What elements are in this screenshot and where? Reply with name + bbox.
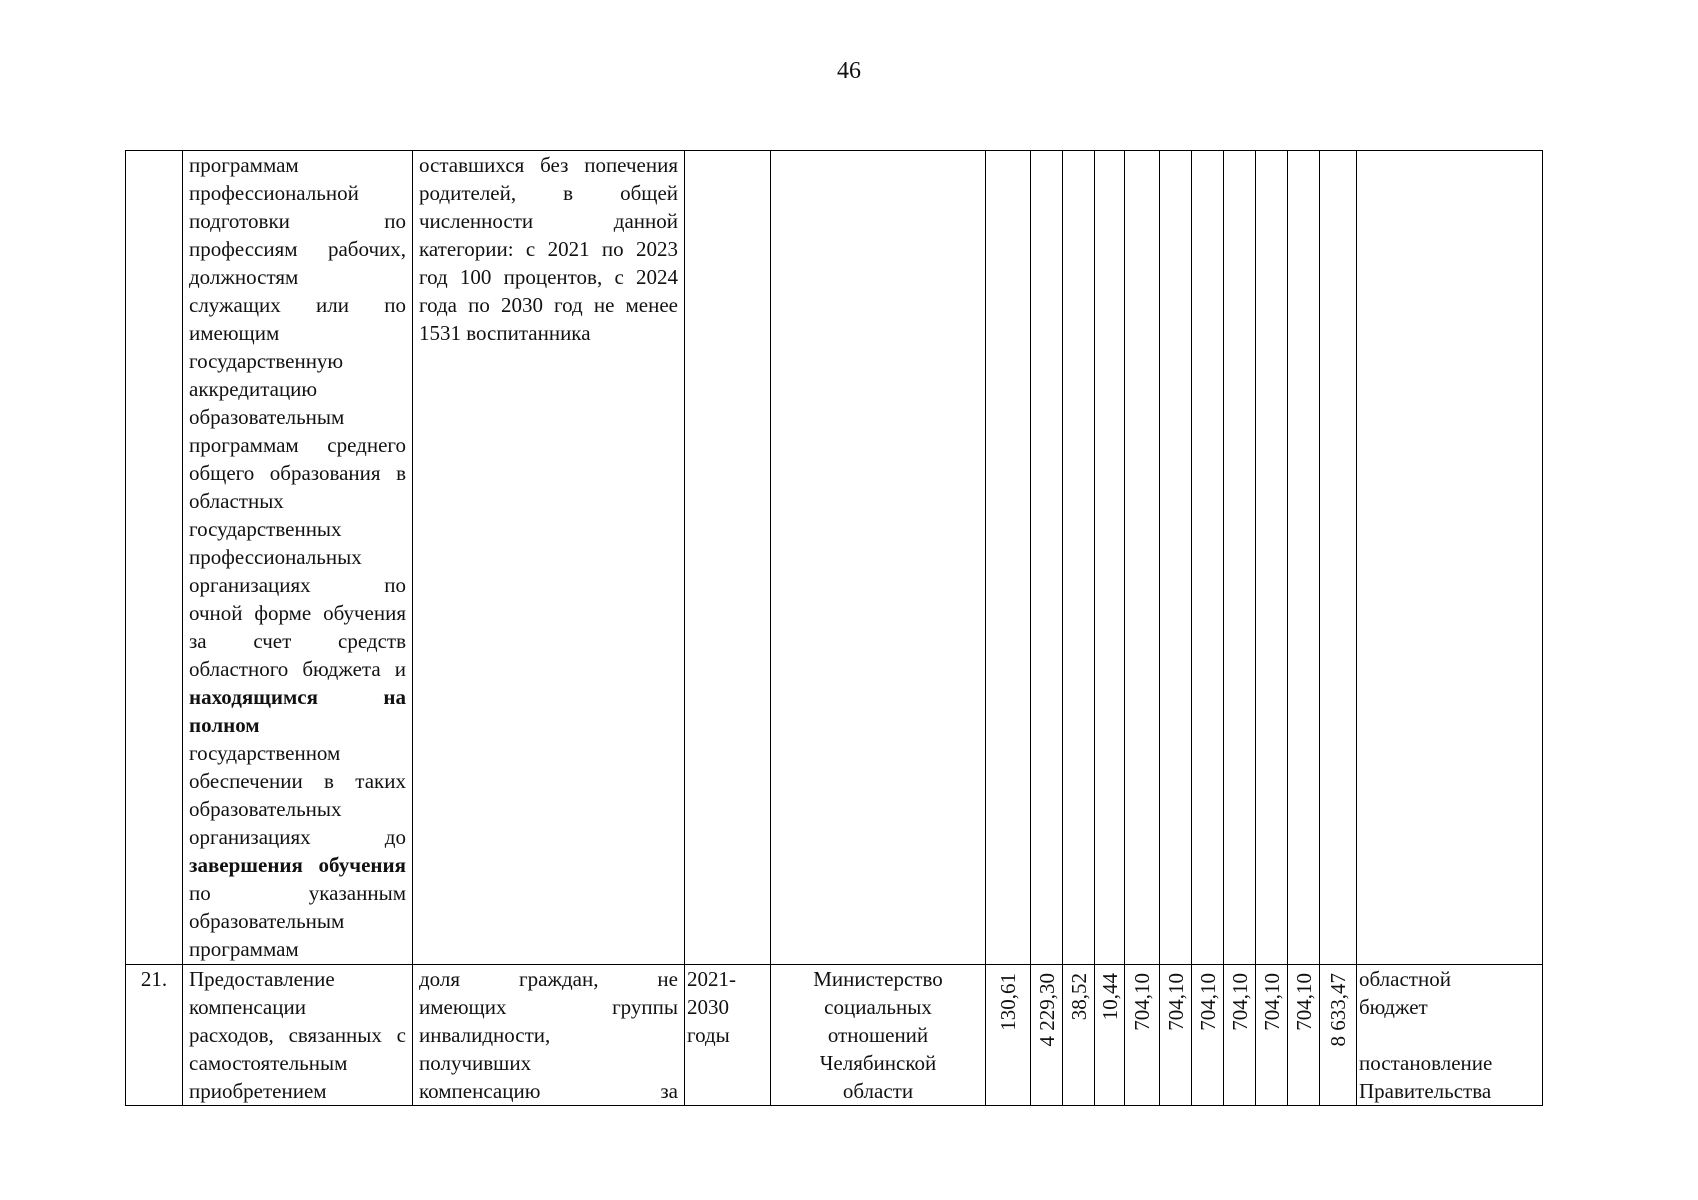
measure-line: имеющим [189, 321, 280, 345]
period-line: 2021- [687, 967, 736, 991]
funding-source-line: бюджет [1359, 995, 1428, 1019]
indicator-line: родителей, в общей [419, 181, 678, 205]
indicator-line: доля граждан, не [419, 967, 678, 991]
indicator-cell [413, 151, 685, 965]
measure-line: расходов, связанных с [189, 1023, 406, 1047]
amount-value: 8 633,47 [1326, 973, 1350, 1047]
measure-line: по указанным [189, 881, 406, 905]
period-cell [685, 965, 771, 1106]
amount-cell [1031, 965, 1063, 1106]
amount-cell [1031, 151, 1063, 965]
measure-line: Предоставление [189, 967, 335, 991]
amount-cell [1288, 151, 1320, 965]
row-number-cell: 21. [126, 965, 183, 1106]
amount-cell [1224, 151, 1256, 965]
amount-value: 130,61 [996, 973, 1020, 1031]
executor-cell [771, 965, 986, 1106]
measure-line: должностям [189, 265, 299, 289]
measure-line: областных [189, 489, 284, 513]
period-cell [685, 151, 771, 965]
measure-line: подготовки по [189, 209, 406, 233]
executor-line: отношений [827, 1023, 929, 1047]
table-row [126, 965, 1543, 1106]
measure-name-cell [183, 965, 413, 1106]
amount-cell [986, 965, 1031, 1106]
measure-line: самостоятельным [189, 1051, 348, 1075]
amount-cell [1095, 151, 1125, 965]
amount-cell [986, 151, 1031, 965]
measure-line: образовательным [189, 405, 345, 429]
measure-line: аккредитацию [189, 377, 318, 401]
amount-value: 704,10 [1291, 973, 1316, 1031]
executor-line: Челябинской [819, 1051, 937, 1075]
measure-line: полном [189, 713, 260, 737]
measure-line: находящимся на [189, 685, 406, 709]
amount-value: 704,10 [1195, 973, 1220, 1031]
funding-source-cell [1357, 965, 1543, 1106]
amount-value: 704,10 [1130, 973, 1154, 1031]
measure-line: приобретением [189, 1079, 327, 1103]
measure-line: профессиональных [189, 545, 362, 569]
indicator-line: год 100 процентов, с 2024 [419, 265, 678, 289]
measure-line: организациях по [189, 573, 406, 597]
measure-line: образовательных [189, 797, 342, 821]
funding-source-line: областной [1359, 967, 1451, 991]
measure-name-cell [183, 151, 413, 965]
measure-line: завершения обучения [189, 853, 406, 877]
funding-source-line: Правительства [1359, 1079, 1492, 1103]
amount-cell [1063, 965, 1095, 1106]
indicator-line: численности данной [419, 209, 678, 233]
indicator-line: компенсацию за [419, 1079, 678, 1103]
funding-source-cell [1357, 151, 1543, 965]
amount-cell [1125, 965, 1160, 1106]
row-number-cell [126, 151, 183, 965]
measure-line: компенсации [189, 995, 306, 1019]
indicator-cell [413, 965, 685, 1106]
amount-cell [1063, 151, 1095, 965]
amount-cell [1160, 151, 1192, 965]
measure-line: программам среднего [189, 433, 406, 457]
measure-line: служащих или по [189, 293, 406, 317]
measure-line: общего образования в [189, 461, 406, 485]
measure-line: организациях до [189, 825, 406, 849]
measure-line: программам [189, 937, 299, 961]
measure-line: обеспечении в таких [189, 769, 406, 793]
line-spacer [1359, 1021, 1540, 1049]
amount-cell [1224, 965, 1256, 1106]
amount-value: 704,10 [1227, 973, 1252, 1031]
amount-cell [1125, 151, 1160, 965]
measure-line: очной форме обучения [189, 601, 406, 625]
amount-cell [1095, 965, 1125, 1106]
amount-value: 4 229,30 [1034, 973, 1059, 1047]
amount-value: 704,10 [1163, 973, 1188, 1031]
measure-line: за счет средств [189, 629, 406, 653]
measure-line: профессиональной [189, 181, 359, 205]
measure-line: государственном [189, 741, 341, 765]
page-number: 46 [837, 58, 861, 84]
indicator-line: категории: с 2021 по 2023 [419, 237, 678, 261]
amount-value: 38,52 [1066, 973, 1091, 1021]
executor-cell [771, 151, 986, 965]
amount-cell [1320, 965, 1357, 1106]
indicator-line: инвалидности, [419, 1023, 551, 1047]
funding-source-line: постановление [1359, 1051, 1493, 1075]
measure-line: программам [189, 153, 299, 177]
measure-line: образовательным [189, 909, 345, 933]
indicator-line: оставшихся без попечения [419, 153, 678, 177]
indicator-line: 1531 воспитанника [419, 321, 591, 345]
measure-line: профессиям рабочих, [189, 237, 406, 261]
amount-cell [1256, 151, 1288, 965]
table-row [126, 151, 1543, 965]
amount-value: 704,10 [1259, 973, 1284, 1031]
amount-cell [1192, 965, 1224, 1106]
executor-line: Министерство [813, 967, 943, 991]
period-line: 2030 [687, 995, 729, 1019]
amount-value: 10,44 [1097, 973, 1122, 1021]
executor-line: области [842, 1079, 914, 1103]
indicator-line: года по 2030 год не менее [419, 293, 678, 317]
program-table [125, 150, 1543, 1106]
amount-cell [1256, 965, 1288, 1106]
measure-line: областного бюджета и [189, 657, 406, 681]
amount-cell [1192, 151, 1224, 965]
measure-line: государственных [189, 517, 342, 541]
executor-line: социальных [824, 995, 932, 1019]
amount-cell [1160, 965, 1192, 1106]
amount-cell [1320, 151, 1357, 965]
indicator-line: имеющих группы [419, 995, 678, 1019]
amount-cell [1288, 965, 1320, 1106]
measure-line: государственную [189, 349, 344, 373]
indicator-line: получивших [419, 1051, 532, 1075]
period-line: годы [687, 1023, 730, 1047]
